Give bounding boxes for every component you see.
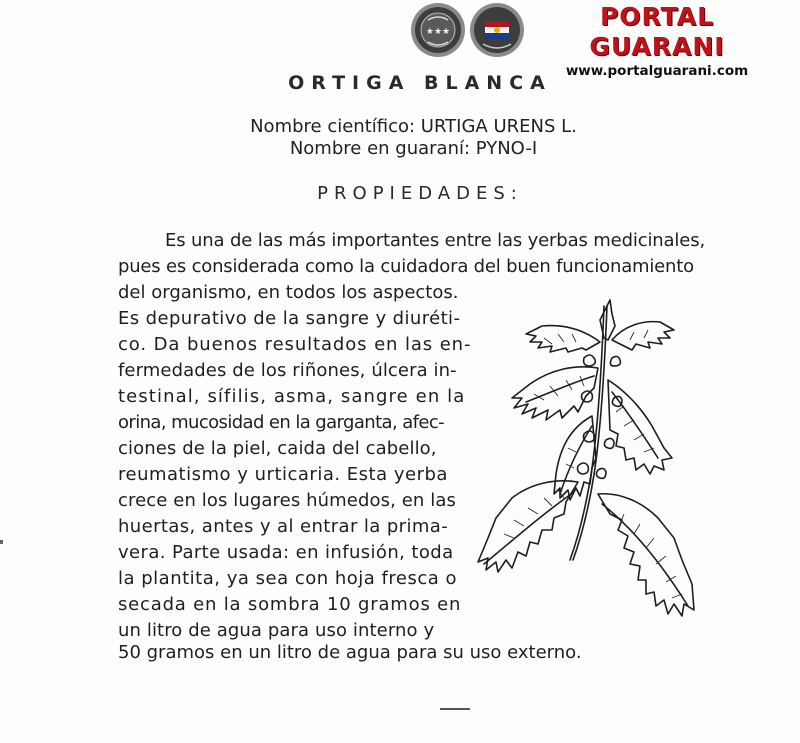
body-line: un litro de agua para uso interno y: [118, 620, 435, 641]
body-line: Es depurativo de la sangre y diuréti-: [118, 308, 461, 329]
body-line: huertas, antes y al entrar la prima-: [118, 516, 449, 537]
guarani-name: Nombre en guaraní: PYNO-I: [289, 138, 538, 159]
scan-mark: [440, 708, 470, 710]
section-heading: PROPIEDADES:: [317, 183, 523, 204]
scientific-name: Nombre científico: URTIGA URENS L.: [250, 116, 577, 137]
body-line: crece en los lugares húmedos, en las: [118, 490, 456, 511]
brand-url[interactable]: www.portalguarani.com: [565, 63, 749, 79]
nettle-plant-illustration: [474, 298, 700, 623]
body-line: secada en la sombra 10 gramos en: [118, 594, 462, 615]
body-line: 50 gramos en un litro de agua para su uso externo.: [118, 642, 582, 663]
document-title: ORTIGA BLANCA: [288, 72, 552, 94]
brand-name[interactable]: PORTAL GUARANI: [589, 2, 725, 61]
svg-text:★★★: ★★★: [425, 27, 451, 37]
star-seal-icon: [410, 2, 466, 58]
body-line: co. Da buenos resultados en las en-: [118, 334, 472, 355]
body-line: reumatismo y urticaria. Esta yerba: [118, 464, 448, 485]
body-line: vera. Parte usada: en infusión, toda: [118, 542, 454, 563]
flag-seal-icon: [469, 2, 525, 58]
scan-mark: [0, 540, 3, 544]
body-line: fermedades de los riñones, úlcera in-: [118, 360, 457, 381]
portal-brand[interactable]: [528, 2, 786, 79]
body-line: testinal, sífilis, asma, sangre en la: [118, 386, 466, 407]
body-line: ciones de la piel, caida del cabello,: [118, 438, 437, 459]
body-line: Es una de las más importantes entre las yerbas medicinales,: [165, 230, 706, 251]
body-line: pues es considerada como la cuidadora del buen funcionamiento: [118, 256, 694, 277]
body-line: la plantita, ya sea con hoja fresca o: [118, 568, 457, 589]
body-line: del organismo, en todos los aspectos.: [118, 282, 459, 303]
body-line: orina, mucosidad en la garganta, afec-: [118, 412, 445, 433]
